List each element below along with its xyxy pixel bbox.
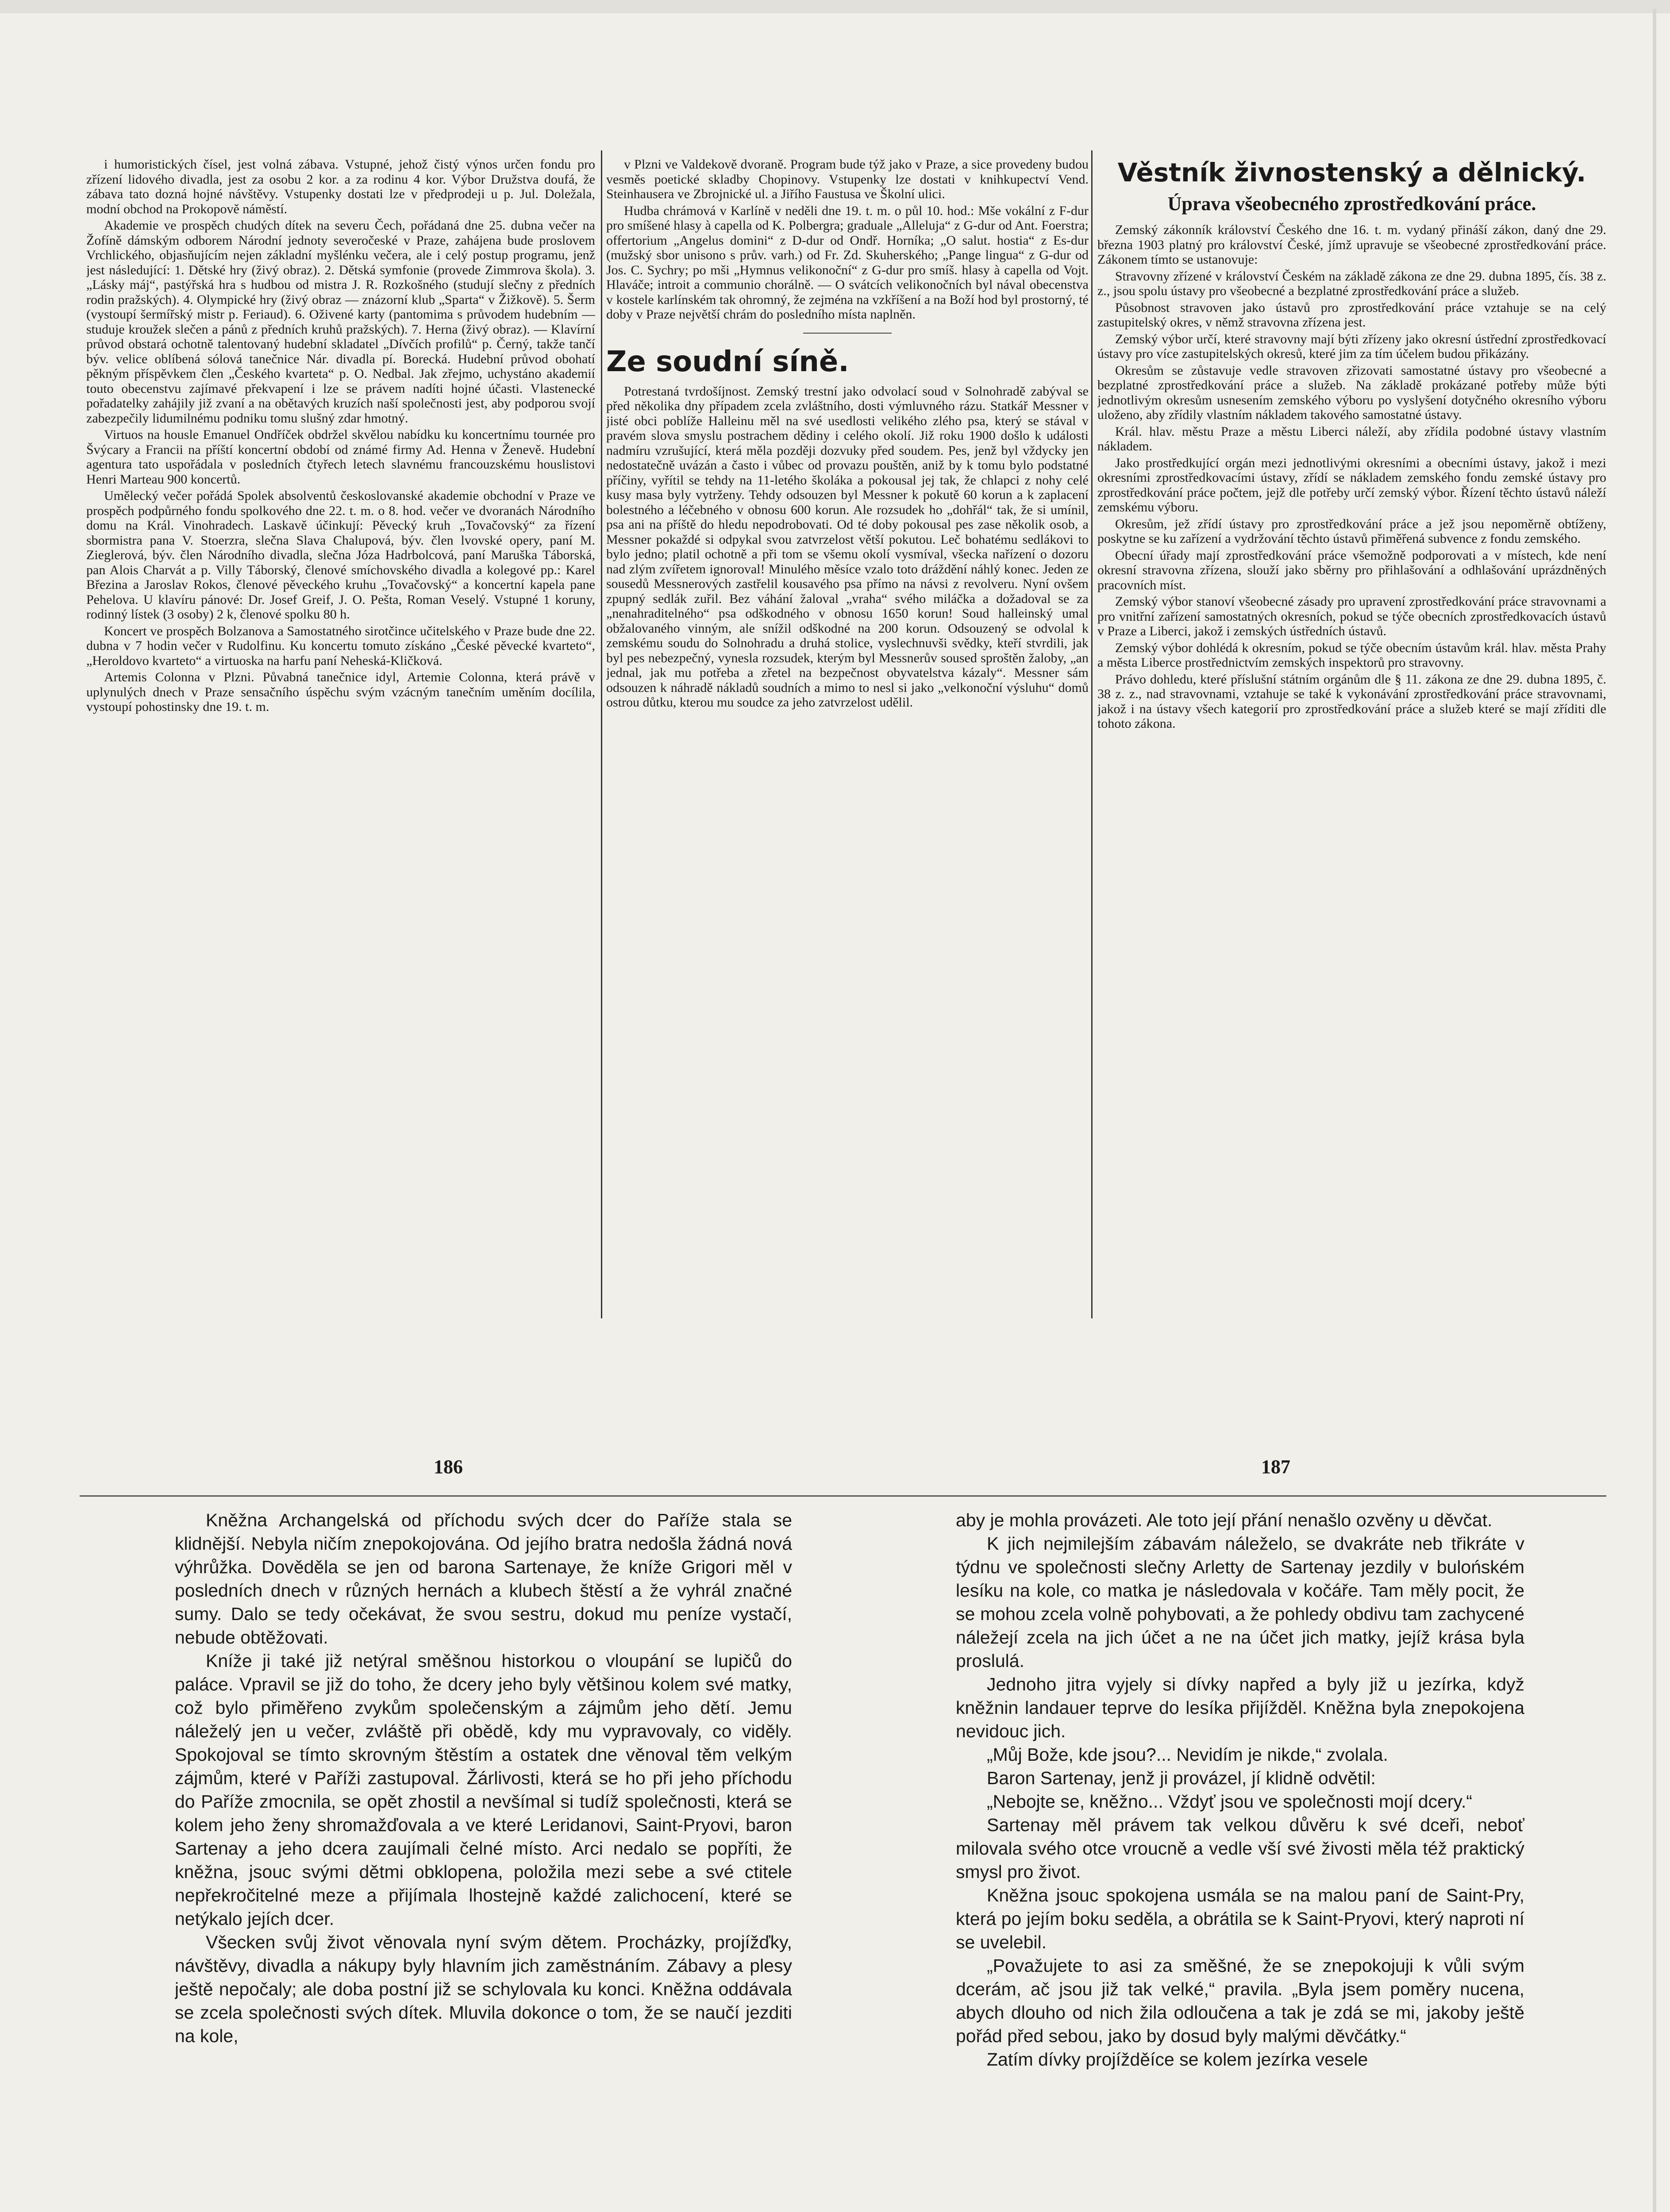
paragraph: Sartenay měl právem tak velkou důvěru k své dceři, neboť milovala svého otce vroucně a vedle vší své živosti měla též praktický smysl pro život. bbox=[956, 1815, 1524, 1882]
paragraph: Zemský výbor stanoví všeobecné zásady pro upravení zprostředkování práce stravovnami a pro vnitřní zařízení samostatných okresních, pokud se týče obecních zprostředkovacích ústavů v Praze a Liberci, jakož i zemských ústředních ústavů. bbox=[1097, 594, 1606, 638]
paragraph: Akademie ve prospěch chudých dítek na severu Čech, pořádaná dne 25. dubna večer na Žofíně dámským odborem Národní jednoty severočeské v Praze, zahájena bude proslovem Vrchlického, objasňujícím nejen základní myšlénku večera, ale i celý postup programu, jenž jest následující: 1. Dětské hry (živý obraz). 2. Dětská symfonie (provede Zimmrova škola). 3. „Lásky máj“, pastýřská hra s hudbou od mistra J. R. Rozkošného (studují slečny z předních rodin pražských). 4. Olympické hry (živý obraz — znázorní klub „Sparta“ v Žižkově). 5. Šerm (vystoupí šermířský mistr p. Feriaud). 6. Oživené karty (pantomima s průvodem hudebním — studuje kroužek slečen a pánů z předních kruhů pražských). 7. Herna (živý obraz). — Klavírní průvod obstará ochotně talentovaný hudební skladatel „Dívčích profilů“ p. Černý, takže tančí býv. velice oblíbená sólová tanečnice Nár. divadla pí. Borecká. Hudební průvod obohatí pěkným příspěvkem člen „Českého kvarteta“ p. O. Nedbal. Jak zřejmo, uchystáno akademií touto obecenstvu zajímavé překvapení i lze se právem nadíti hojné účasti. Vlastenecké pořadatelky zahájily již zvaní a na obětavých kruzích naší společnosti jest, aby podporou svojí zabezpečily lidumilnému podniku tomu slušný zdar hmotný. bbox=[86, 218, 595, 426]
column-right bbox=[1097, 157, 1606, 1290]
column-divider bbox=[601, 150, 602, 1318]
vestnik-subtitle: Úprava všeobecného zprostředkování práce. bbox=[1167, 193, 1536, 215]
paragraph: Artemis Colonna v Plzni. Půvabná tanečnice idyl, Artemie Colonna, která právě v uplynulých dnech v Praze sensačního úspěchu svým vzácným tanečním uměním docílila, vystoupí pohostinsky dne 19. t. m. bbox=[86, 670, 595, 714]
paragraph: Zatím dívky projížděíce se kolem jezírka vesele bbox=[987, 2049, 1368, 2070]
paragraph: aby je mohla provázeti. Ale toto její přání nenašlo ozvěny u děvčat. bbox=[956, 1510, 1493, 1530]
paragraph: Kněžna Archangelská od příchodu svých dcer do Paříže stala se klidnější. Nebyla ničím znepokojována. Od jejího bratra nedošla žádná nová výhrůžka. Dověděla se jen od barona Sartenaye, že kníže Grigori měl v posledních dnech v různých hernách a klubech štěstí a že vyhrál značné sumy. Dalo se tedy očekávat, že svou sestru, dokud mu peníze vystačí, nebude obtěžovati. bbox=[175, 1510, 792, 1647]
paragraph: Král. hlav. městu Praze a městu Liberci náleží, aby zřídila podobné ústavy vlastním nákladem. bbox=[1097, 424, 1606, 453]
paragraph: Právo dohledu, které příslušní státním orgánům dle § 11. zákona ze dne 29. dubna 1895, č. 38 z. z., nad stravovnami, vztahuje se také k vykonávání zprostředkování práce stravovnami, jakož i na ústavy všech kategorií pro zprostředkování práce a služeb které se mají zříditi dle tohoto zákona. bbox=[1097, 672, 1606, 731]
column-middle bbox=[606, 157, 1089, 1290]
top-edge bbox=[0, 0, 1670, 13]
court-heading: Ze soudní síně. bbox=[606, 345, 849, 378]
paragraph: „Považujete to asi za směšné, že se znepokojuji k vůli svým dcerám, ač jsou již tak velké,“ pravila. „Byla jsem poměry nucena, abych dlouho od nich žila odloučena a tak je zdá se mi, jakoby ještě pořád před sebou, jako by dosud byly malými děvčátky.“ bbox=[956, 1955, 1524, 2046]
paragraph: Virtuos na housle Emanuel Ondříček obdržel skvělou nabídku ku koncertnímu tournée pro Švýcary a Francii na příští koncertní období od známé firmy Ad. Henna v Ženevě. Hudební agentura tato uspořádala v posledních čtyřech letech slavnému francouzskému houslistovi Henri Marteau 900 koncertů. bbox=[86, 427, 595, 487]
right-edge bbox=[1653, 9, 1656, 2212]
paragraph: Koncert ve prospěch Bolzanova a Samostatného sirotčince učitelského v Praze bude dne 22. dubna v 7 hodin večer v Rudolfinu. Ku koncertu tomuto získáno „České pěvecké kvarteto“, „Heroldovo kvarteto“ a virtuoska na harfu paní Neheská-Kličková. bbox=[86, 623, 595, 668]
paragraph: Potrestaná tvrdošíjnost. Zemský trestní jako odvolací soud v Solnohradě zabýval se před několika dny případem zcela zvláštního, dosti výmluvného rázu. Statkář Messner v jisté obci poblíže Halleinu měl na své usedlosti velikého zlého psa, který se stával v pravém slova smyslu postrachem dědiny i celého okolí. Již roku 1900 došlo k události nadmíru vzrušující, která měla později dozvuky před soudem. Pes, jenž byl vždycky jen nedostatečně uvázán a často i vůbec od provazu pouštěn, aniž by k tomu bylo podstatné příčiny, vyřítil se tehdy na 11-letého školáka a pokousal jej tak, že chlapci z nohy celé kusy masa byly vytrženy. Tehdy odsouzen byl Messner k pokutě 60 korun a k zaplacení bolestného a léčebného v obnosu 600 korun. Ale rozsudek ho „dohřál“ tak, že si umínil, psa ani na příště do hledu nepodrobovati. Od té doby pokousal pes zase několik osob, a Messner pokaždé si odpykal svou zatvrzelost větší pokutou. Leč bohatému sedlákovi to bylo jedno; platil ochotně a při tom se všemu okolí vysmíval, všecka nařízení o dozoru nad zlým zvířetem ignoroval! Minulého měsíce vzalo toto dráždění náhlý konec. Jeden ze sousedů Messnerových zastřelil kousavého psa přímo na návsi z revolveru. Nyní ovšem zpupný sedlák zuřil. Bez váhání žaloval „vraha“ svého miláčka a dožadoval se za „nenahraditelného“ psa odškodného v obnosu 1650 korun! Soud halleinský umal obžalovaného vinným, ale snížil odškodné na 200 korun. Odsouzený se odvolal k zemskému soudu do Solnohradu a druhá stolice, vyslechnuvši svědky, kteří stvrdili, jak byl pes nebezpečný, vynesla rozsudek, kterým byl Messnerův soused sproštěn žaloby, „an jednal, jak mu potřeba a zřetel na bezpečnost obyvatelstva kázaly“. Messner sám odsouzen k náhradě nákladů soudních a mimo to nesl si jako „velkonoční výsluhu“ domů ostrou důtku, kterou mu soudce za jeho zatvrzelost udělil. bbox=[606, 384, 1089, 710]
column-left bbox=[86, 157, 595, 1303]
paragraph: Stravovny zřízené v království Českém na základě zákona ze dne 29. dubna 1895, čís. 38 z. z., jsou spolu ústavy pro všeobecné a bezplatné zprostředkování práce a služeb. bbox=[1097, 269, 1606, 298]
paragraph: Působnost stravoven jako ústavů pro zprostředkování práce vztahuje se na celý zastupitelský okres, v němž stravovna zřízena jest. bbox=[1097, 300, 1606, 330]
page-number-left: 186 bbox=[434, 1456, 463, 1478]
paragraph: Kníže ji také již netýral směšnou historkou o vloupání se lupičů do paláce. Vpravil se již do toho, že dcery jeho byly většinou kolem své matky, což bylo přiměřeno zvykům společenským a zájmům jeho dětí. Jemu náleželý jen u večer, zvláště při obědě, kdy mu vypravovaly, co viděly. Spokojoval se tímto skrovným štěstím a ostatek dne věnoval těm velkým zájmům, které v Paříži zastupoval. Žárlivosti, která se ho při jeho příchodu do Paříže zmocnila, se opět zhostil a nevšímal si tudíž společnosti, která se kolem jeho ženy shromažďovala a ve které Leridanovi, Saint-Pryovi, baron Sartenay a jeho dcera zaujímali čelné místo. Arci nedalo se popříti, že kněžna, jsouc svými dětmi obklopena, položila mezi sebe a své ctitele nepřekročitelné meze a přijímala lhostejně každé zalichocení, které se netýkalo jejích dcer. bbox=[175, 1651, 792, 1929]
column-divider bbox=[1091, 150, 1093, 1318]
horizontal-rule bbox=[80, 1495, 1606, 1497]
paragraph: Obecní úřady mají zprostředkování práce všemožně podporovati a v místech, kde není okresní stravovna zřízena, slouží jako sběrny pro přihlašování a odhlašování uprázdněných pracovních míst. bbox=[1097, 548, 1606, 592]
paragraph: Zemský výbor určí, které stravovny mají býti zřízeny jako okresní ústřední zprostředkovací ústavy pro více zastupitelských okresů, které jim za tím účelem budou přikázány. bbox=[1097, 331, 1606, 361]
paragraph: Všecken svůj život věnovala nyní svým dětem. Procházky, projížďky, návštěvy, divadla a nákupy byly hlavním jich zaměstnáním. Zábavy a plesy ještě nepočaly; ale doba postní již se schylovala ku konci. Kněžna oddávala se zcela společnosti svých dítek. Mluvila dokonce o tom, že se naučí jezditi na kole, bbox=[175, 1932, 792, 2046]
paragraph: Jako prostředkující orgán mezi jednotlivými okresními a obecními ústavy, jakož i mezi okresními zprostředkovacími ústavy, zřídí se nákladem zemského fondu zemské ústavy pro zprostředkování práce počtem, jejž dle potřeby určí zemský výbor. Řízení těchto ústavů náleží zemskému výboru. bbox=[1097, 455, 1606, 515]
paragraph: „Nebojte se, kněžno... Vždyť jsou ve společnosti mojí dcery.“ bbox=[987, 1791, 1473, 1812]
separator bbox=[803, 333, 892, 334]
vestnik-title: Věstník živnostenský a dělnický. bbox=[1117, 157, 1586, 188]
paragraph: i humoristických čísel, jest volná zábava. Vstupné, jehož čistý výnos určen fondu pro zřízení lidového divadla, jest za osobu 2 kor. a za rodinu 4 kor. Výbor Družstva doufá, že zábava tato dozná hojné návštěvy. Vstupenky dostati lze v předprodeji u p. Jul. Doležala, modní obchod na Prokopově náměstí. bbox=[86, 157, 595, 216]
paragraph: Okresům se zůstavuje vedle stravoven zřizovati samostatné ústavy pro všeobecné a bezplatné zprostředkování práce a služeb. Na základě prokázané potřeby může býti jednotlivým okresům usnesením zemského výboru po vyslyšení dotyčného okresního výboru uloženo, aby zřídily vlastním nákladem takového samostatné ústavy. bbox=[1097, 363, 1606, 422]
novel-column-left bbox=[175, 1509, 792, 2212]
paragraph: Jednoho jitra vyjely si dívky napřed a byly již u jezírka, když kněžnin landauer teprve do lesíka přijížděl. Kněžna byla znepokojena nevidouc jich. bbox=[956, 1674, 1524, 1741]
paragraph: v Plzni ve Valdekově dvoraně. Program bude týž jako v Praze, a sice provedeny budou vesměs poetické skladby Chopinovy. Vstupenky lze dostati v knihkupectví Vend. Steinhausera ve Zbrojnické ul. a Jiřího Faustusa ve Školní ulici. bbox=[606, 157, 1089, 201]
paragraph: „Můj Bože, kde jsou?... Nevidím je nikde,“ zvolala. bbox=[987, 1744, 1388, 1765]
page-number-right: 187 bbox=[1261, 1456, 1290, 1478]
paragraph: Zemský výbor dohlédá k okresním, pokud se týče obecním ústavům král. hlav. města Prahy a města Liberce prostřednictvím zemských inspektorů pro stravovny. bbox=[1097, 640, 1606, 670]
paragraph: Zemský zákonník království Českého dne 16. t. m. vydaný přináší zákon, daný dne 29. března 1903 platný pro království České, jímž upravuje se všeobecné zprostředkování práce. Zákonem tímto se ustanovuje: bbox=[1097, 223, 1606, 267]
novel-column-right bbox=[956, 1509, 1524, 2212]
paragraph: K jich nejmilejším zábavám náleželo, se dvakráte neb třikráte v týdnu ve společnosti slečny Arletty de Sartenay jezdily v bulońském lesíku na kole, co matka je následovala v kočáře. Tam měly pocit, že se mohou zcela volně pohybovati, a že pohledy obdivu tam zachycené náležejí zcela na jich účet a ne na účet jich matky, jejíž krása byla proslulá. bbox=[956, 1533, 1524, 1671]
paragraph: Hudba chrámová v Karlíně v neděli dne 19. t. m. o půl 10. hod.: Mše vokální z F-dur pro smíšené hlasy à capella od K. Polbergra; graduale „Alleluja“ z G-dur od Ant. Foerstra; offertorium „Angelus domini“ z D-dur od Ondř. Horníka; „O salut. hostia“ z Es-dur (mužský sbor unisono s prův. varh.) od Fr. Zd. Skuherského; „Pange lingua“ z G-dur od Jos. C. Sychry; po mši „Hymnus velikonoční“ z G-dur pro smíš. hlasy à capella od Vojt. Hlaváče; introit a communio chorálně. — O svátcích velikonočních byl nával obecenstva v kostele karlínském tak ohromný, že zejména na vzkříšení a na Boží hod byl prostorný, té doby v Praze největší chrám do posledního místa naplněn. bbox=[606, 203, 1089, 322]
paragraph: Umělecký večer pořádá Spolek absolventů českoslovanské akademie obchodní v Praze ve prospěch podpůrného fondu spolkového dne 22. t. m. o 8. hod. večer ve dvoranách Národního domu na Král. Vinohradech. Laskavě účinkují: Pěvecký kruh „Tovačovský“ za řízení sbormistra pana V. Stoerzra, slečna Slava Chalupová, býv. člen lvovské opery, paní M. Zieglerová, býv. člen Národního divadla, slečna Józa Hadrbolcová, paní Maruška Táborská, pan Alois Charvát a p. Villy Táborský, členové smíchovského divadla a kolegové pp.: Karel Březina a Jaroslav Rokos, členové pěveckého kruhu „Tovačovský“ a koncertní kapela pane Pehelova. U klavíru pánové: Dr. Josef Greif, J. O. Pešta, Roman Veselý. Vstupné 1 koruny, rodinný lístek (3 osoby) 2 k, členové spolku 80 h. bbox=[86, 488, 595, 622]
paragraph: Baron Sartenay, jenž ji provázel, jí klidně odvětil: bbox=[987, 1768, 1376, 1788]
paragraph: Kněžna jsouc spokojena usmála se na malou paní de Saint-Pry, která po jejím boku seděla, a obrátila se k Saint-Pryovi, který naproti ní se uvelebil. bbox=[956, 1885, 1524, 1952]
paragraph: Okresům, jež zřídí ústavy pro zprostředkování práce a jež jsou nepoměrně obtíženy, poskytne se ku zařízení a vydržování těchto ústavů přiměřená subvence z fondu zemského. bbox=[1097, 516, 1606, 546]
